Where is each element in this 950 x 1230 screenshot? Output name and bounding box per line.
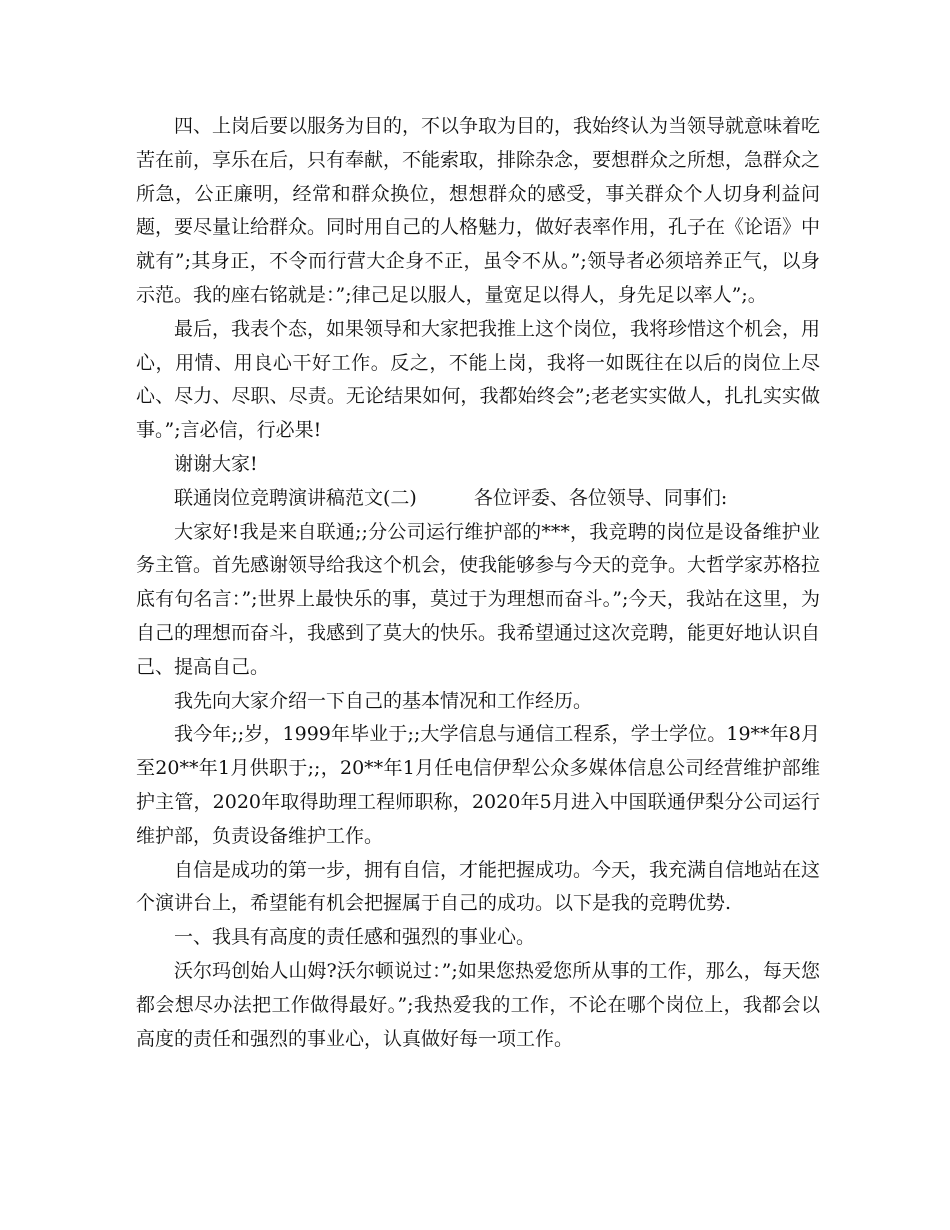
section-title-second-speech: 联通岗位竞聘演讲稿范文(二) 各位评委、各位领导、同事们: (174, 486, 728, 509)
paragraph-thanks: 谢谢大家! (174, 452, 258, 475)
paragraph-service-purpose: 四、上岗后要以服务为目的，不以争取为目的，我始终认为当领导就意味着吃苦在前，享乐在后，只有奉献，不能索取，排除杂念，要想群众之所想，急群众之所急，公正廉明，经常和群众换位，想想群众的感受，事关群众个人切身利益问题，要尽量让给群众。同时用自己的人格魅力，做好表率作用，孔子在《论语》中就有”;其身正，不令而行营大企身不正，虽令不从。”;领导者必须培养正气，以身示范。我的座右铭就是：”;律己足以服人，量宽足以得人，身先足以率人”;。 (136, 115, 821, 306)
paragraph-closing-pledge: 最后，我表个态，如果领导和大家把我推上这个岗位，我将珍惜这个机会，用心，用情、用良心干好工作。反之，不能上岗，我将一如既往在以后的岗位上尽心、尽力、尽职、尽责。无论结果如何，我都始终会”;老老实实做人，扎扎实实做事。”;言必信，行必果! (136, 317, 821, 442)
paragraph-greeting-intro: 大家好!我是来自联通;;分公司运行维护部的***，我竞聘的岗位是设备维护业务主管。首先感谢领导给我这个机会，使我能够参与今天的竞争。大哲学家苏格拉底有句名言：”;世界上最快乐的事，莫过于为理想而奋斗。”;今天，我站在这里，为自己的理想而奋斗，我感到了莫大的快乐。我希望通过这次竞聘，能更好地认识自己、提高自己。 (136, 520, 821, 678)
document-body (136, 110, 820, 1056)
paragraph-advantage-one: 一、我具有高度的责任感和强烈的事业心。 (174, 926, 536, 949)
paragraph-work-history: 我今年;;岁，1999年毕业于;;大学信息与通信工程系，学士学位。19**年8月至20**年1月供职于;;，20**年1月任电信伊犁公众多媒体信息公司经营维护部维护主管，2020年取得助理工程师职称，2020年5月进入中国联通伊梨分公司运行维护部，负责设备维护工作。 (136, 723, 820, 847)
paragraph-background-intro: 我先向大家介绍一下自己的基本情况和工作经历。 (174, 689, 593, 712)
paragraph-walton-quote: 沃尔玛创始人山姆?沃尔顿说过：”;如果您热爱您所从事的工作，那么，每天您都会想尽办法把工作做得最好。”;我热爱我的工作，不论在哪个岗位上，我都会以高度的责任和强烈的事业心，认真做好每一项工作。 (136, 959, 820, 1050)
paragraph-confidence: 自信是成功的第一步，拥有自信，才能把握成功。今天，我充满自信地站在这个演讲台上，希望能有机会把握属于自己的成功。以下是我的竞聘优势. (136, 858, 821, 915)
